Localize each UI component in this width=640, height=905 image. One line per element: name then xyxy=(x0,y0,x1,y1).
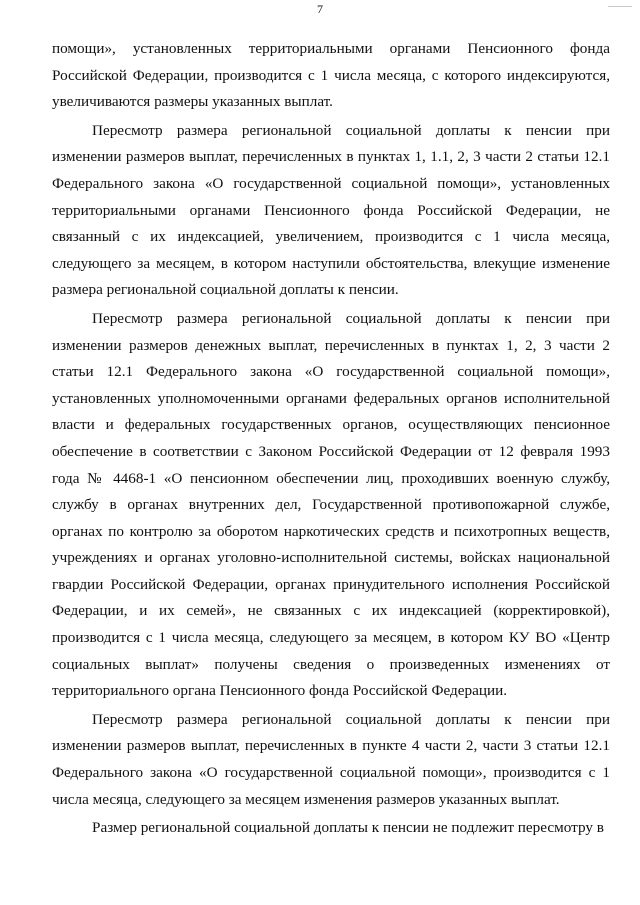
paragraph: Размер региональной социальной доплаты к пенсии не подлежит пересмотру в xyxy=(92,819,604,837)
paragraph: Пересмотр размера региональной социальной доплаты к пенсии при изменении размеров выплат, перечисленных в пункте 4 части 2, части 3 статьи 12.1 Федерального закона «О государственной социальной помощи», производится с 1 числа месяца, следующего за месяцем изменения размеров указанных выплат. xyxy=(52,710,610,808)
paragraph: Пересмотр размера региональной социальной доплаты к пенсии при изменении размеров выплат, перечисленных в пунктах 1, 1.1, 2, 3 части 2 статьи 12.1 Федерального закона «О государственной социальной помощи», установленных территориальными органами Пенсионного фонда Российской Федерации, не связанный с их индексацией, увеличением, производится с 1 числа месяца, следующего за месяцем, в котором наступили обстоятельства, влекущие изменение размера региональной социальной доплаты к пенсии. xyxy=(52,121,610,299)
paragraph-continuation: помощи», установленных территориальными органами Пенсионного фонда Российской Федерации, производится с 1 числа месяца, с которого индексируются, увеличиваются размеры указанных выплат. xyxy=(52,40,610,111)
document-body xyxy=(52,36,610,844)
page-number: 7 xyxy=(317,2,323,16)
paragraph: Пересмотр размера региональной социальной доплаты к пенсии при изменении размеров денежных выплат, перечисленных в пунктах 1, 2, 3 части 2 статьи 12.1 Федерального закона «О государственной социальной помощи», установленных уполномоченными органами федеральных органов исполнительной власти и федеральных государственных органов, осуществляющих пенсионное обеспечение в соответствии с Законом Российской Федерации от 12 февраля 1993 года № 4468-1 «О пенсионном обеспечении лиц, проходивших военную службу, службу в органах внутренних дел, Государственной противопожарной службе, органах по контролю за оборотом наркотических средств и психотропных веществ, учреждениях и органах уголовно-исполнительной системы, войсках национальной гвардии Российской Федерации, органах принудительного исполнения Российской Федерации, и их семей», не связанных с их индексацией (корректировкой), производится с 1 числа месяца, следующего за месяцем, в котором КУ ВО «Центр социальных выплат» получены сведения о произведенных изменениях от территориального органа Пенсионного фонда Российской Федерации. xyxy=(52,309,610,700)
